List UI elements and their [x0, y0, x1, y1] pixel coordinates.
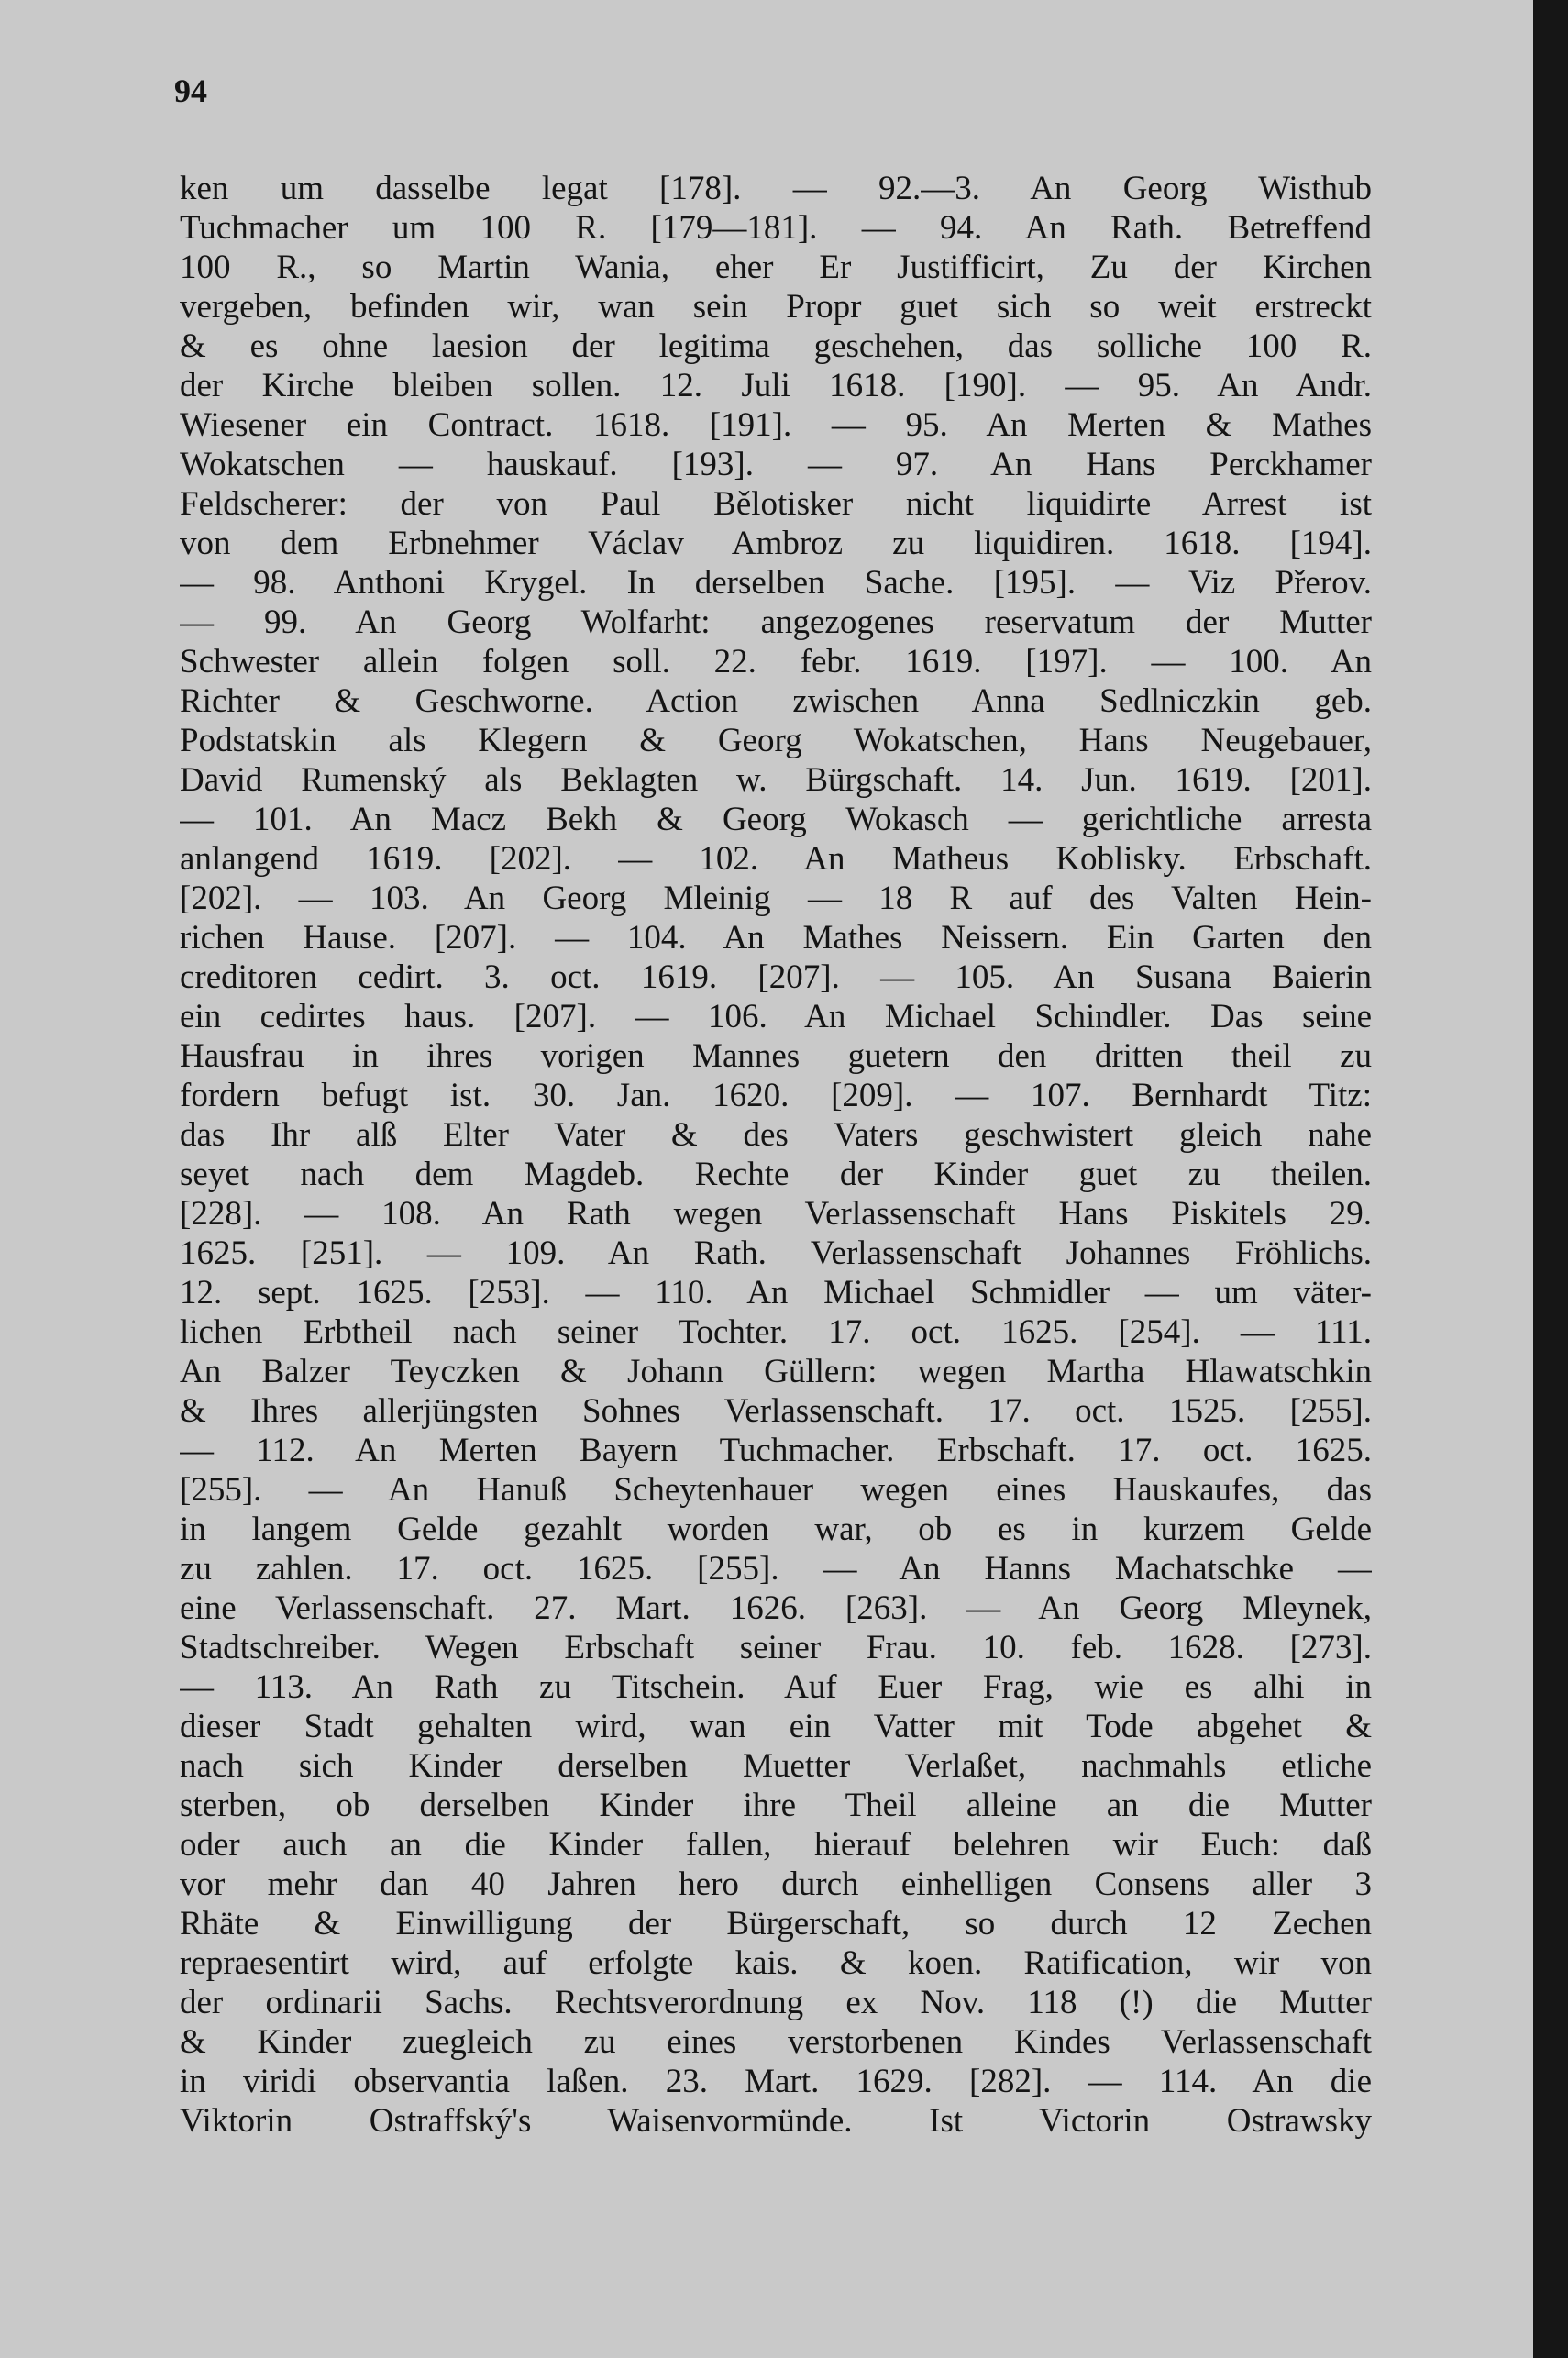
text-line: vor mehr dan 40 Jahren hero durch einhelligen Consens aller 3 — [180, 1865, 1372, 1903]
text-line: 1625. [251]. — 109. An Rath. Verlassenschaft Johannes Fröhlichs. — [180, 1234, 1372, 1272]
text-line: dieser Stadt gehalten wird, wan ein Vatter mit Tode abgehet & — [180, 1708, 1372, 1745]
text-line: fordern befugt ist. 30. Jan. 1620. [209]. — 107. Bernhardt Titz: — [180, 1077, 1372, 1114]
text-line: creditoren cedirt. 3. oct. 1619. [207]. — 105. An Susana Baierin — [180, 958, 1372, 996]
text-line: Wokatschen — hauskauf. [193]. — 97. An Hans Perckhamer — [180, 446, 1372, 483]
text-line: vergeben, befinden wir, wan sein Propr guet sich so weit erstreckt — [180, 288, 1372, 326]
text-line: ken um dasselbe legat [178]. — 92.—3. An Georg Wisthub — [180, 170, 1372, 207]
text-line: richen Hause. [207]. — 104. An Mathes Neissern. Ein Garten den — [180, 919, 1372, 957]
text-line: Rhäte & Einwilligung der Bürgerschaft, so durch 12 Zechen — [180, 1905, 1372, 1943]
text-line: der Kirche bleiben sollen. 12. Juli 1618. [190]. — 95. An Andr. — [180, 367, 1372, 404]
text-line: nach sich Kinder derselben Muetter Verlaßet, nachmahls etliche — [180, 1747, 1372, 1785]
text-line: ein cedirtes haus. [207]. — 106. An Michael Schindler. Das seine — [180, 998, 1372, 1035]
text-line: repraesentirt wird, auf erfolgte kais. & koen. Ratification, wir von — [180, 1944, 1372, 1982]
text-line: — 99. An Georg Wolfarht: angezogenes reservatum der Mutter — [180, 603, 1372, 641]
text-line: das Ihr alß Elter Vater & des Vaters geschwistert gleich nahe — [180, 1116, 1372, 1154]
text-line: 12. sept. 1625. [253]. — 110. An Michael Schmidler — um väter- — [180, 1274, 1372, 1312]
text-line: & Ihres allerjüngsten Sohnes Verlassenschaft. 17. oct. 1525. [255]. — [180, 1392, 1372, 1430]
text-line: David Rumenský als Beklagten w. Bürgschaft. 14. Jun. 1619. [201]. — [180, 761, 1372, 799]
text-line: Stadtschreiber. Wegen Erbschaft seiner Frau. 10. feb. 1628. [273]. — [180, 1629, 1372, 1666]
page-edge-shadow — [1533, 0, 1568, 2358]
text-line: Wiesener ein Contract. 1618. [191]. — 95. An Merten & Mathes — [180, 406, 1372, 444]
text-line: Schwester allein folgen soll. 22. febr. 1619. [197]. — 100. An — [180, 643, 1372, 681]
text-line: — 112. An Merten Bayern Tuchmacher. Erbschaft. 17. oct. 1625. — [180, 1432, 1372, 1469]
text-line: & Kinder zuegleich zu eines verstorbenen Kindes Verlassenschaft — [180, 2023, 1372, 2061]
text-line: Podstatskin als Klegern & Georg Wokatschen, Hans Neugebauer, — [180, 722, 1372, 759]
text-line: 100 R., so Martin Wania, eher Er Justifficirt, Zu der Kirchen — [180, 249, 1372, 286]
text-line: in viridi observantia laßen. 23. Mart. 1629. [282]. — 114. An die — [180, 2063, 1372, 2100]
text-line: seyet nach dem Magdeb. Rechte der Kinder guet zu theilen. — [180, 1156, 1372, 1193]
text-line: Feldscherer: der von Paul Bělotisker nicht liquidirte Arrest ist — [180, 485, 1372, 523]
text-line: Tuchmacher um 100 R. [179—181]. — 94. An Rath. Betreffend — [180, 209, 1372, 247]
text-line: [228]. — 108. An Rath wegen Verlassenschaft Hans Piskitels 29. — [180, 1195, 1372, 1233]
text-line: [255]. — An Hanuß Scheytenhauer wegen eines Hauskaufes, das — [180, 1471, 1372, 1509]
text-line: der ordinarii Sachs. Rechtsverordnung ex Nov. 118 (!) die Mutter — [180, 1984, 1372, 2021]
text-line: — 101. An Macz Bekh & Georg Wokasch — gerichtliche arresta — [180, 801, 1372, 838]
text-line: — 113. An Rath zu Titschein. Auf Euer Frag, wie es alhi in — [180, 1668, 1372, 1706]
text-line: An Balzer Teyczken & Johann Güllern: wegen Martha Hlawatschkin — [180, 1353, 1372, 1390]
page-number: 94 — [174, 72, 207, 109]
text-line: oder auch an die Kinder fallen, hierauf belehren wir Euch: daß — [180, 1826, 1372, 1864]
text-line: [202]. — 103. An Georg Mleinig — 18 R auf des Valten Hein- — [180, 880, 1372, 917]
text-line: eine Verlassenschaft. 27. Mart. 1626. [263]. — An Georg Mleynek, — [180, 1589, 1372, 1627]
body-text — [180, 169, 1372, 2141]
text-line: — 98. Anthoni Krygel. In derselben Sache. [195]. — Viz Přerov. — [180, 564, 1372, 602]
text-line: anlangend 1619. [202]. — 102. An Matheus Koblisky. Erbschaft. — [180, 840, 1372, 878]
text-line: & es ohne laesion der legitima geschehen, das solliche 100 R. — [180, 327, 1372, 365]
text-line: Richter & Geschworne. Action zwischen Anna Sedlniczkin geb. — [180, 682, 1372, 720]
text-line: Viktorin Ostraffský's Waisenvormünde. Ist Victorin Ostrawsky — [180, 2102, 1372, 2140]
text-line: von dem Erbnehmer Václav Ambroz zu liquidiren. 1618. [194]. — [180, 525, 1372, 562]
text-line: Hausfrau in ihres vorigen Mannes guetern den dritten theil zu — [180, 1037, 1372, 1075]
text-line: in langem Gelde gezahlt worden war, ob es in kurzem Gelde — [180, 1511, 1372, 1548]
text-line: lichen Erbtheil nach seiner Tochter. 17. oct. 1625. [254]. — 111. — [180, 1313, 1372, 1351]
text-line: zu zahlen. 17. oct. 1625. [255]. — An Hanns Machatschke — — [180, 1550, 1372, 1588]
text-line: sterben, ob derselben Kinder ihre Theil alleine an die Mutter — [180, 1787, 1372, 1824]
